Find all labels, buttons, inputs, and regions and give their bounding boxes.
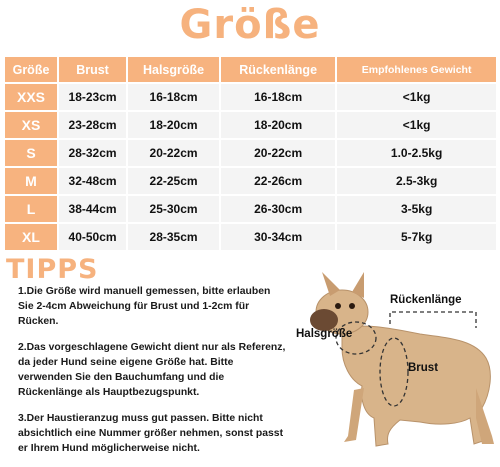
- header-weight: Empfohlenes Gewicht: [337, 57, 496, 82]
- weight-cell: 3-5kg: [337, 196, 496, 222]
- dog-body: [342, 326, 490, 446]
- dog-eye: [349, 303, 355, 309]
- chest-cell: 28-32cm: [59, 140, 126, 166]
- tip-item: 3.Der Haustieranzug muss gut passen. Bitte nicht absichtlich eine Nummer größer nehmen, sonst passt er Ihrem Hund möglicherweise nicht.: [18, 413, 284, 454]
- size-cell: XXS: [5, 84, 57, 110]
- chest-cell: 18-23cm: [59, 84, 126, 110]
- dog-front-leg: [344, 388, 364, 442]
- neck-cell: 28-35cm: [128, 224, 219, 250]
- weight-cell: 2.5-3kg: [337, 168, 496, 194]
- header-back: Rückenlänge: [221, 57, 335, 82]
- back-cell: 20-22cm: [221, 140, 335, 166]
- table-row: [5, 84, 496, 110]
- chest-cell: 32-48cm: [59, 168, 126, 194]
- back-cell: 16-18cm: [221, 84, 335, 110]
- table-row: [5, 196, 496, 222]
- neck-cell: 18-20cm: [128, 112, 219, 138]
- size-cell: M: [5, 168, 57, 194]
- table-row: [5, 112, 496, 138]
- neck-cell: 16-18cm: [128, 84, 219, 110]
- weight-cell: 1.0-2.5kg: [337, 140, 496, 166]
- back-length-label: Rückenlänge: [390, 294, 462, 306]
- header-neck: Halsgröße: [128, 57, 219, 82]
- back-cell: 22-26cm: [221, 168, 335, 194]
- dog-measurement-figure: [290, 268, 500, 454]
- back-length-line: [390, 312, 476, 328]
- table-header-row: [5, 57, 496, 82]
- table-row: [5, 224, 496, 250]
- page-title: Größe: [179, 2, 321, 48]
- size-cell: S: [5, 140, 57, 166]
- size-table: [3, 55, 498, 252]
- chest-cell: 38-44cm: [59, 196, 126, 222]
- chest-label: Brust: [408, 362, 439, 374]
- size-cell: L: [5, 196, 57, 222]
- chest-cell: 40-50cm: [59, 224, 126, 250]
- neck-label: Halsgröße: [296, 328, 353, 340]
- neck-cell: 20-22cm: [128, 140, 219, 166]
- neck-cell: 25-30cm: [128, 196, 219, 222]
- tips-heading: TIPPS: [6, 254, 99, 285]
- back-cell: 26-30cm: [221, 196, 335, 222]
- table-row: [5, 168, 496, 194]
- size-cell: XS: [5, 112, 57, 138]
- tips-list: [18, 284, 288, 467]
- tip-item: 1.Die Größe wird manuell gemessen, bitte erlauben Sie 2-4cm Abweichung für Brust und 1-2cm für Rücken.: [18, 286, 271, 327]
- table-row: [5, 140, 496, 166]
- header-size: Größe: [5, 57, 57, 82]
- dog-eye: [335, 303, 341, 309]
- weight-cell: <1kg: [337, 84, 496, 110]
- header-chest: Brust: [59, 57, 126, 82]
- weight-cell: <1kg: [337, 112, 496, 138]
- weight-cell: 5-7kg: [337, 224, 496, 250]
- back-cell: 18-20cm: [221, 112, 335, 138]
- chest-cell: 23-28cm: [59, 112, 126, 138]
- back-cell: 30-34cm: [221, 224, 335, 250]
- tip-item: 2.Das vorgeschlagene Gewicht dient nur als Referenz, da jeder Hund seine eigene Größe hat. Bitte verwenden Sie den Bauchumfang und die Rückenlänge als Hauptbezugspunkt.: [18, 342, 286, 398]
- size-cell: XL: [5, 224, 57, 250]
- neck-cell: 22-25cm: [128, 168, 219, 194]
